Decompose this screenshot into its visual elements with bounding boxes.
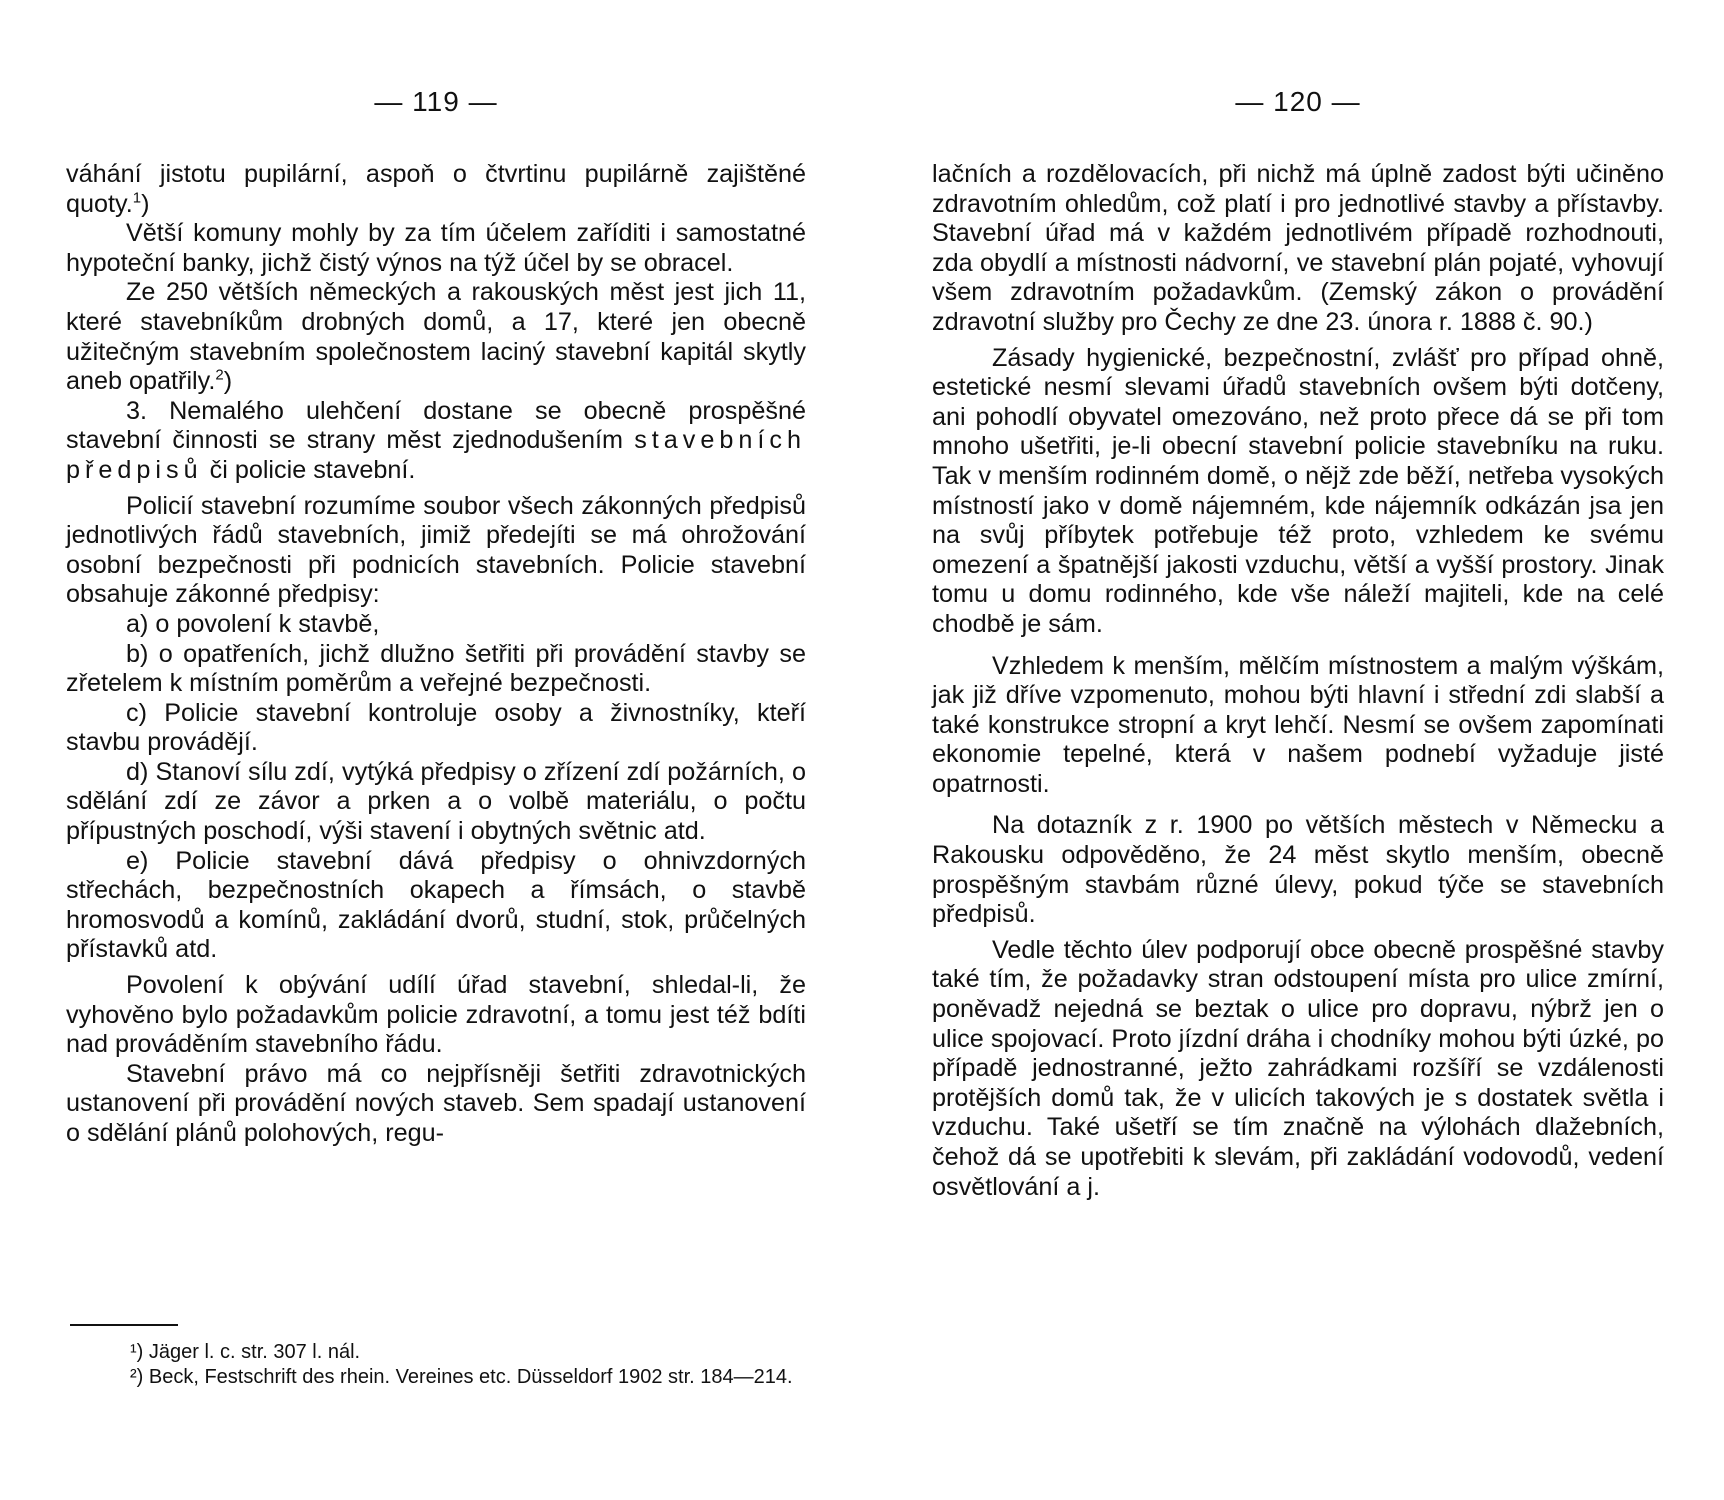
paragraph: Vedle těchto úlev podporují obce obecně prospěšné stavby také tím, že požadavky stran odstoupení místa pro ulice zmírní, poněvadž nejedná se beztak o ulice pro dopravu, nýbrž jen o ulice spojovací. Proto jízdní dráha i chodníky mohou býti úzké, po případě jednostranné, ježto zahrádkami rozšíří se vzdálenosti protějších domů tak, že v ulicích takových je s dostatek světla i vzduchu. Také ušetří se tím značně na výlohách dlažebních, čehož dá se upotřebiti k slevám, při zakládání vodovodů, vedení osvětlování a j. [932,935,1664,1201]
left-page [66,0,806,1500]
paragraph: Větší komuny mohly by za tím účelem zaříditi i samostatné hypoteční banky, jichž čistý výnos na týž účel by se obracel. [66,219,806,277]
paragraph: Policií stavební rozumíme soubor všech zákonných předpisů jednotlivých řádů stavebních, jimiž předejíti se má ohrožování osobní bezpečnosti při podnicích stavebních. Policie stavební obsahuje zákonné předpisy: [66,491,806,609]
spaced-emphasis: stavebních předpisů [66,426,807,484]
list-item: a) o povolení k stavbě, [126,609,380,638]
list-item: c) Policie stavební kontroluje osoby a živnostníky, kteří stavbu provádějí. [66,698,806,757]
list-item: b) o opatřeních, jichž dlužno šetřiti při provádění stavby se zřetelem k místním poměrům a veřejné bezpečnosti. [66,639,806,698]
footnote-separator [70,1324,178,1326]
footnote: ¹) Jäger l. c. str. 307 l. nál. [130,1341,361,1363]
right-page-text [932,160,1664,1202]
page-number-left: — 119 — [374,86,498,117]
paragraph: Stavební právo má co nejpřísněji šetřiti zdravotnických ustanovení při provádění nových staveb. Sem spadají ustanovení o sdělání plánů polohových, regu- [66,1059,806,1147]
paragraph: lačních a rozdělovacích, při nichž má úplně zadost býti učiněno zdravotním ohledům, což platí i pro jednotlivé stavby a přístavby. Stavební úřad má v každém jednotlivém případě rozhodnouti, zda obydlí a místnosti nádvorní, ve stavební plán pojaté, vyhovují všem zdravotním požadavkům. (Zemský zákon o provádění zdravotní služby pro Čechy ze dne 23. února r. 1888 č. 90.) [932,160,1664,336]
paragraph: váhání jistotu pupilární, aspoň o čtvrtinu pupilárně zajištěné quoty.$^1$) [66,160,806,218]
paragraph: Na dotazník z r. 1900 po větších městech v Německu a Rakousku odpověděno, že 24 měst skytlo menším, obecně prospěšným stavbám různé úlevy, pokud týče se stavebních předpisů. [932,811,1664,929]
footnote: ²) Beck, Festschrift des rhein. Vereines etc. Düsseldorf 1902 str. 184—214. [130,1366,793,1388]
list-item: d) Stanoví sílu zdí, vytýká předpisy o zřízení zdí požárních, o sdělání zdí ze závor a prken a o volbě materiálu, o počtu přípustných poschodí, výši stavení i obytných světnic atd. [66,757,806,846]
paragraph: Zásady hygienické, bezpečnostní, zvlášť pro případ ohně, estetické nesmí slevami úřadů stavebních ovšem býti dotčeny, ani pohodlí obyvatel omezováno, než proto přece dá se při tom mnoho ušetřiti, je-li obecní stavební policie stavebníku na ruku. Tak v menším rodinném domě, o nějž zde běží, netřeba vysokých místností jako v domě nájemném, kde nájemník odkázán jsa jen na svůj příbytek potřebuje též proto, vzhledem ke svému omezení a špatnější jakosti vzduchu, větší a vyšší prostory. Jinak tomu u domu rodinného, kde vše náleží majiteli, kde na celé chodbě je sám. [932,343,1664,638]
footnote-mark: 1 [132,189,142,207]
paragraph: Vzhledem k menším, mělčím místnostem a malým výškám, jak již dříve vzpomenuto, mohou býti hlavní i střední zdi slabší a také konstrukce stropní a kryt lehčí. Nesmí se ovšem zapomínati ekonomie tepelné, která v našem podnebí vyžaduje jisté opatrnosti. [932,651,1664,798]
left-page-text [66,160,806,1149]
page-number-right: — 120 — [1235,86,1361,117]
list-item: e) Policie stavební dává předpisy o ohnivzdorných střechách, bezpečnostních okapech a římsách, o stavbě hromosvodů a komínů, zakládání dvorů, studní, stok, průčelných přístavků atd. [66,846,806,964]
paragraph: Povolení k obývání udílí úřad stavební, shledal-li, že vyhověno bylo požadavkům policie zdravotní, a tomu jest též bdíti nad prováděním stavebního řádu. [66,971,806,1059]
right-page [932,0,1664,1500]
paragraph: 3. Nemalého ulehčení dostane se obecně prospěšné stavební činnosti se strany měst zjednodušením stavebních předpisů či policie stavební. [66,396,807,484]
footnote-mark: 2 [215,366,224,384]
footnotes [66,1340,806,1390]
paragraph: Ze 250 větších německých a rakouských měst jest jich 11, které stavebníkům drobných domů, a 17, které jen obecně užitečným stavebním společnostem laciný stavební kapitál skytly aneb opatřily.$^2$) [66,278,806,396]
